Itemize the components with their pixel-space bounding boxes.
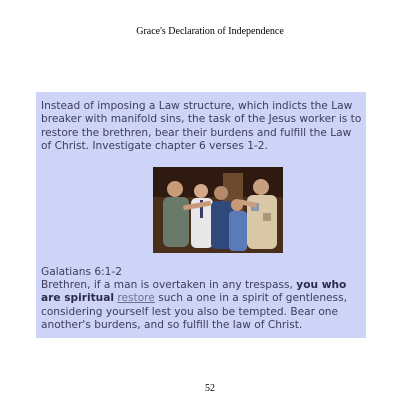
verse-emphasis: you who are spiritual	[41, 279, 347, 305]
verse-text-part1: Brethren, if a man is overtaken in any trespass,	[41, 279, 293, 291]
content-panel	[36, 92, 366, 338]
verse-reference: Galatians 6:1-2	[41, 266, 122, 278]
restore-link[interactable]: restore	[117, 292, 155, 305]
page-number: 52	[205, 383, 215, 394]
men-praying-photo	[153, 167, 283, 253]
intro-paragraph: Instead of imposing a Law structure, which indicts the Law breaker with manifold sins, the task of the Jesus worker is to restore the brethren, bear their burdens and fulfill the Law of Christ. Investigate chapter 6 verses 1-2.	[41, 100, 362, 152]
page-header-title: Grace's Declaration of Independence	[136, 26, 284, 37]
verse-text	[41, 279, 363, 332]
verse-text-part2: such a one in a spirit of gentleness, considering yourself lest you also be tempted. Bear one another's burdens, and so fulfill the law of Christ.	[41, 292, 347, 331]
